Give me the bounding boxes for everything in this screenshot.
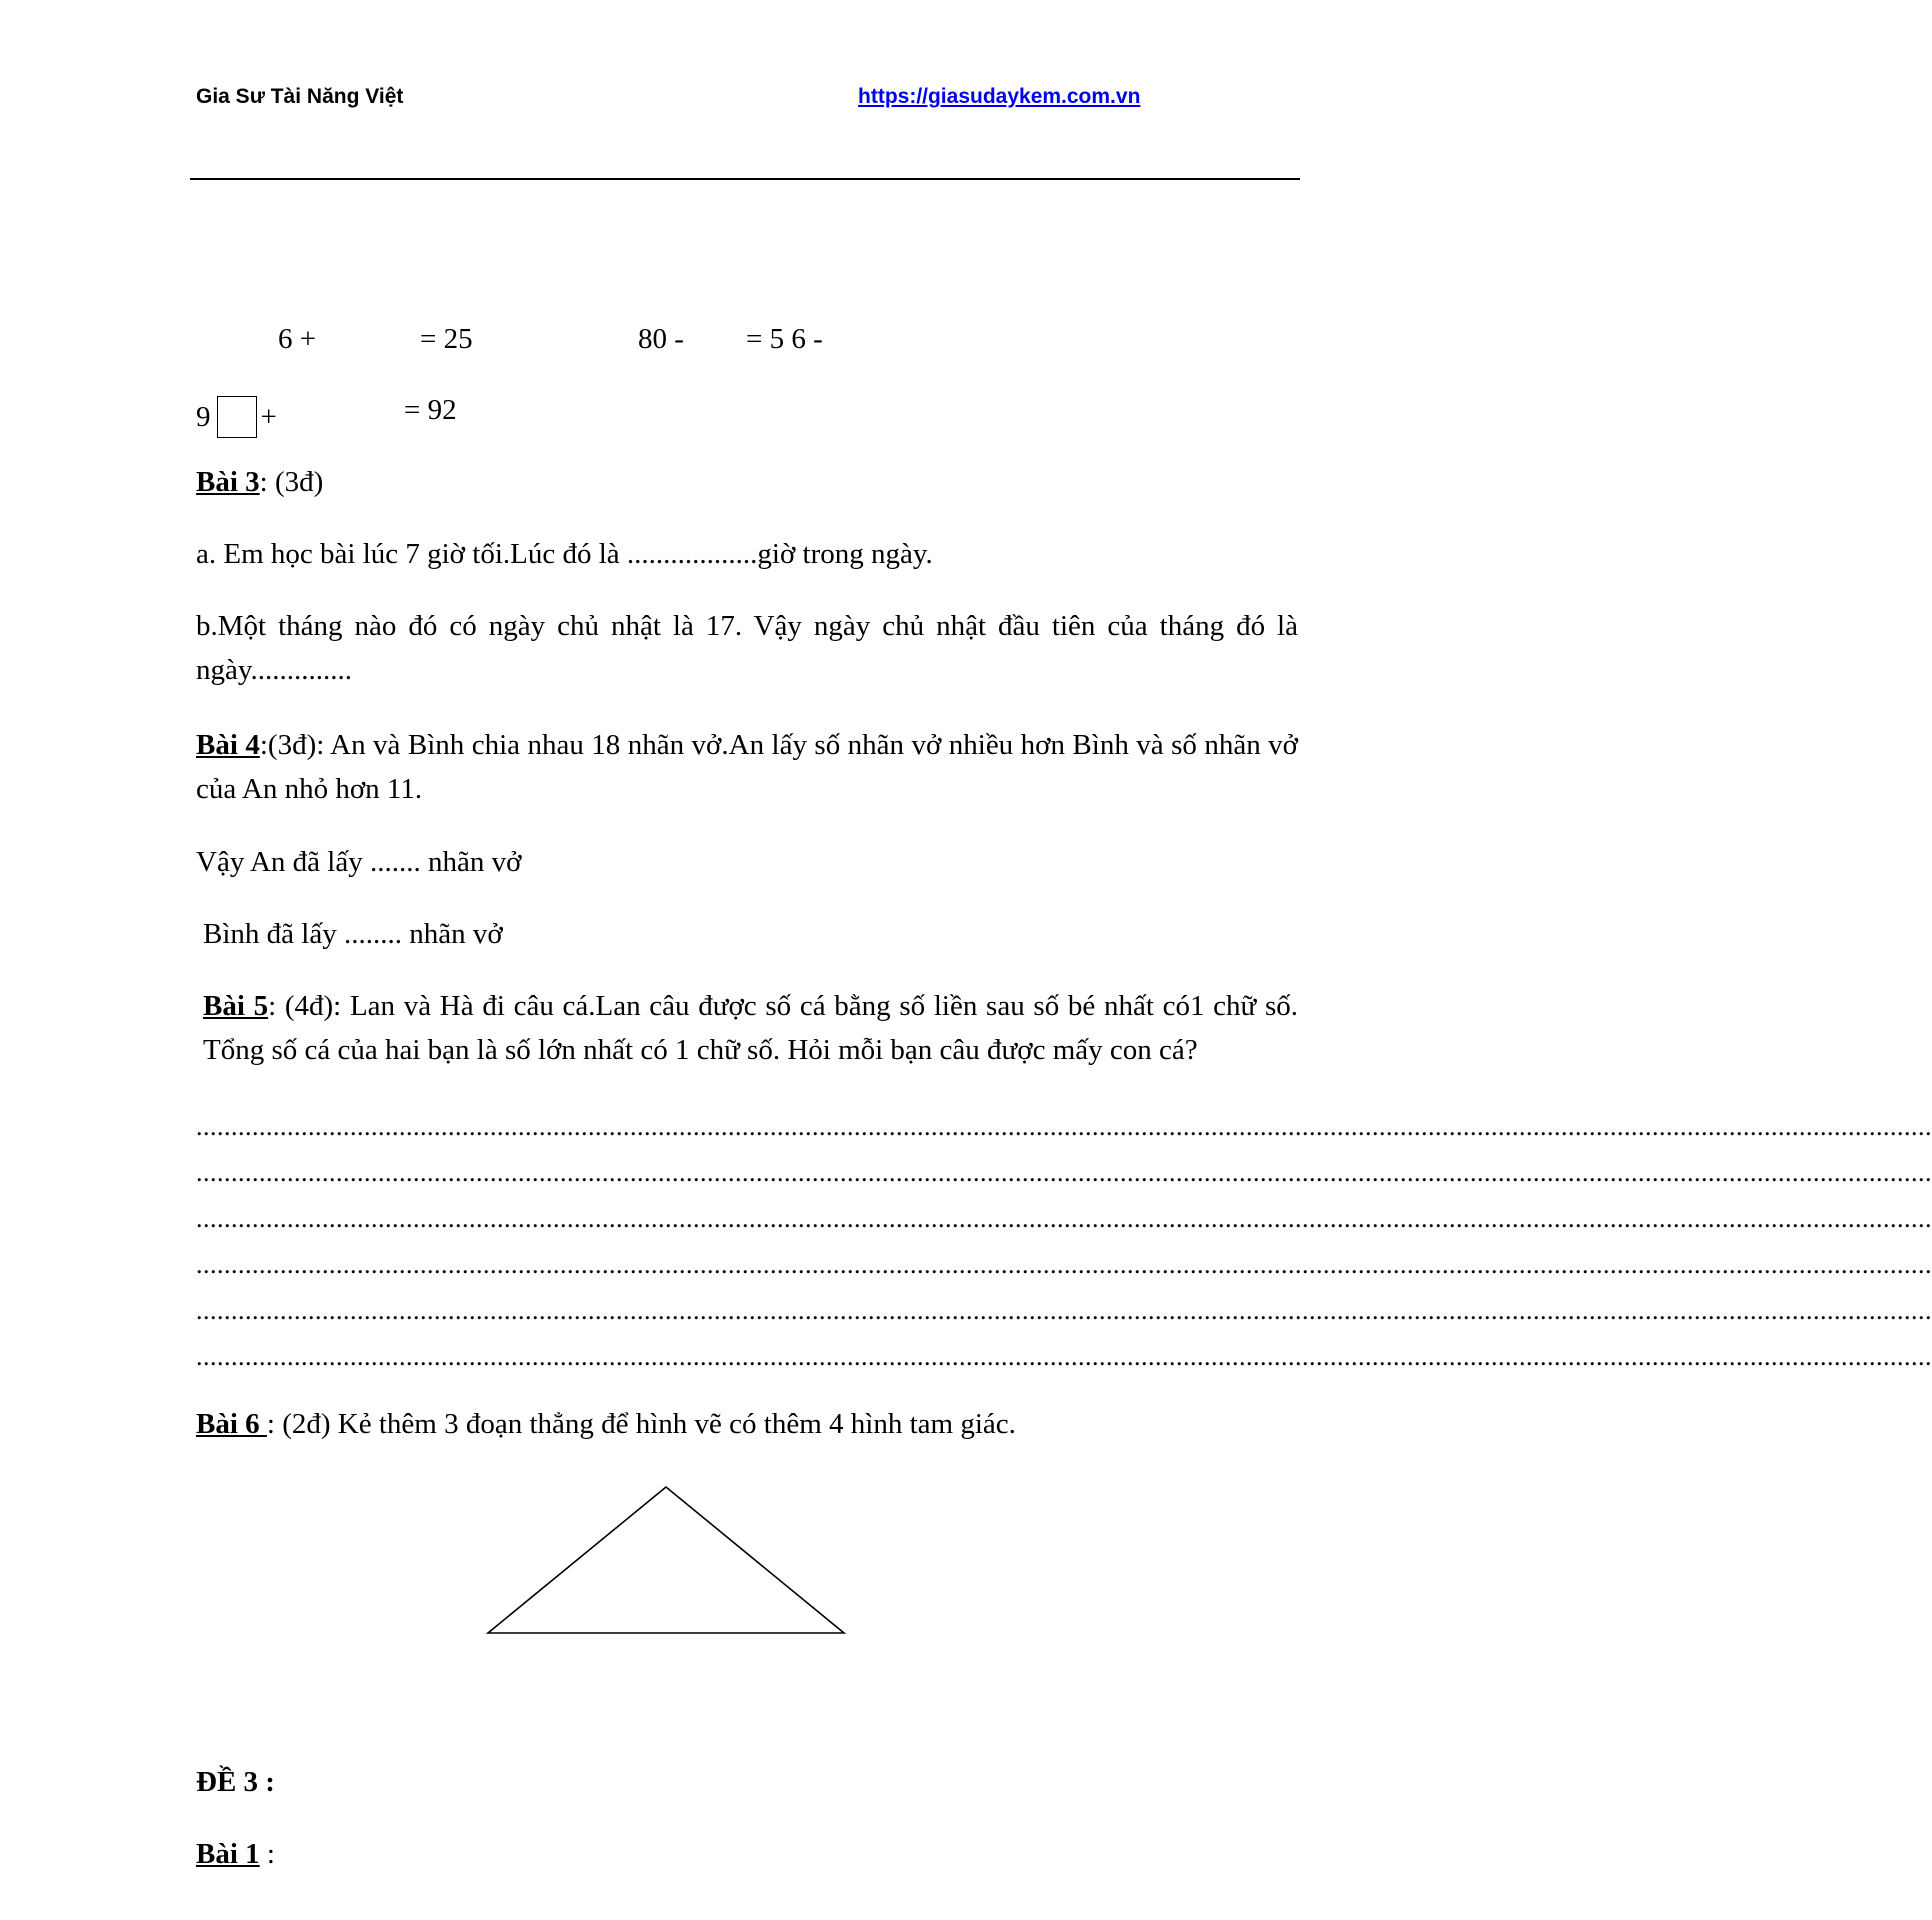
bai4-answer-an: Vậy An đã lấy ....... nhãn vở xyxy=(196,846,522,878)
triangle-shape xyxy=(488,1487,844,1633)
bai3-label: Bài 3 xyxy=(196,466,260,498)
bai5-text: : (4đ): Lan và Hà đi câu cá.Lan câu được số cá bằng số liền sau số bé nhất có1 chữ số. Tổng số cá của hai bạn là số lớn nhất có 1 chữ số. Hỏi mỗi bạn câu được mấy con cá? xyxy=(203,990,1298,1066)
equation-3-result: = 92 xyxy=(404,394,457,426)
bai4-answer-binh: Bình đã lấy ........ nhãn vở xyxy=(203,918,503,950)
answer-line-1[interactable]: ........................................................................................................................................................................................................................................................ xyxy=(196,1112,1932,1141)
answer-line-3[interactable]: ........................................................................................................................................................................................................................................................ xyxy=(196,1204,1932,1233)
de3-bai1 xyxy=(196,1840,275,1869)
bai4-label: Bài 4 xyxy=(196,729,260,761)
bai6-label: Bài 6 xyxy=(196,1408,267,1440)
de3-bai1-suffix: : xyxy=(259,1838,275,1870)
equation-1-left: 6 + xyxy=(278,323,317,355)
equation-1-result: = 25 xyxy=(420,323,473,355)
answer-line-6[interactable]: ........................................................................................................................................................................................................................................................ xyxy=(196,1342,1932,1371)
equation-2-left: 80 - xyxy=(638,323,684,355)
equation-2-result: = 5 6 - xyxy=(746,323,823,355)
bai3-question-a: a. Em học bài lúc 7 giờ tối.Lúc đó là ..................giờ trong ngày. xyxy=(196,538,933,570)
de3-title: ĐỀ 3 : xyxy=(196,1766,275,1798)
bai3-question-b: b.Một tháng nào đó có ngày chủ nhật là 17. Vậy ngày chủ nhật đầu tiên của tháng đó là ngày.............. xyxy=(196,610,1298,686)
answer-line-4[interactable]: ........................................................................................................................................................................................................................................................ xyxy=(196,1250,1932,1279)
equation-3-digit: 9 xyxy=(196,401,211,433)
header-site-link[interactable]: https://giasudaykem.com.vn xyxy=(858,85,1141,108)
equation-3-plus: + xyxy=(260,401,277,433)
bai5-label: Bài 5 xyxy=(203,990,269,1022)
header-site-name: Gia Sư Tài Năng Việt xyxy=(196,85,404,108)
answer-line-2[interactable]: ........................................................................................................................................................................................................................................................ xyxy=(196,1158,1932,1187)
answer-line-5[interactable]: ........................................................................................................................................................................................................................................................ xyxy=(196,1296,1932,1325)
bai6-text: : (2đ) Kẻ thêm 3 đoạn thẳng để hình vẽ có thêm 4 hình tam giác. xyxy=(266,1408,1016,1440)
de3-bai1-label: Bài 1 xyxy=(196,1838,260,1870)
bai4-text: :(3đ): An và Bình chia nhau 18 nhãn vở.An lấy số nhãn vở nhiều hơn Bình và số nhãn vở của An nhỏ hơn 11. xyxy=(196,729,1298,805)
bai3-points: : (3đ) xyxy=(259,466,324,498)
